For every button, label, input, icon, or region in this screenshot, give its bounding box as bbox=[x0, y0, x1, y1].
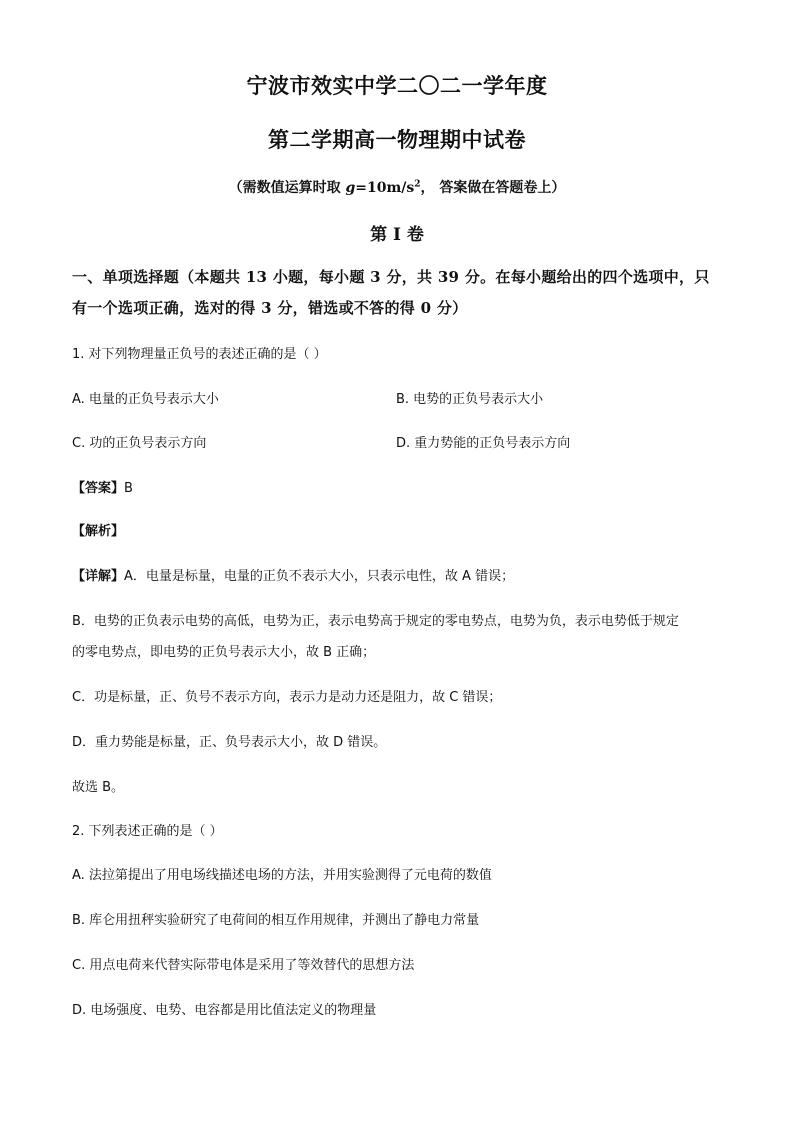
exam-note bbox=[0, 177, 794, 197]
exam-note-suffix: ， 答案做在答题卷上） bbox=[420, 180, 566, 196]
exam-title-school: 宁波市效实中学二〇二一学年度 bbox=[246, 73, 548, 98]
exam-note-g: g bbox=[345, 180, 356, 196]
answer-tag: 【答案】 bbox=[72, 481, 125, 496]
q1-options-row2 bbox=[72, 432, 722, 451]
detail-tag: 【详解】 bbox=[72, 569, 125, 584]
section-heading-line1: 一、单项选择题（本题共 13 小题，每小题 3 分，共 39 分。在每小题给出的四个选项中，只 bbox=[72, 268, 710, 286]
q2-stem: 2. 下列表述正确的是（ ） bbox=[72, 824, 223, 839]
q1-detail-b-line1: B．电势的正负表示电势的高低，电势为正，表示电势高于规定的零电势点，电势为负，表示电势低于规定 bbox=[72, 614, 679, 629]
analysis-tag: 【解析】 bbox=[72, 524, 125, 539]
q1-detail-a bbox=[72, 565, 722, 584]
exam-note-value: =10m/s bbox=[355, 180, 415, 196]
q1-detail-c: C．功是标量，正、负号不表示方向，表示力是动力还是阻力，故 C 错误； bbox=[72, 690, 502, 705]
volume-heading: 第 I 卷 bbox=[370, 225, 424, 245]
q1-option-d: D. 重力势能的正负号表示方向 bbox=[396, 436, 571, 451]
exam-title-subject: 第二学期高一物理期中试卷 bbox=[268, 127, 526, 152]
q2-option-b: B. 库仑用扭秤实验研究了电荷间的相互作用规律，并测出了静电力常量 bbox=[72, 913, 480, 928]
q1-answer bbox=[72, 477, 722, 496]
q2-option-d: D. 电场强度、电势、电容都是用比值法定义的物理量 bbox=[72, 1003, 377, 1018]
detail-a-text: A．电量是标量，电量的正负不表示大小，只表示电性，故 A 错误； bbox=[124, 569, 515, 584]
q1-conclusion: 故选 B。 bbox=[72, 780, 125, 795]
q1-options-row1 bbox=[72, 388, 722, 407]
q2-option-c: C. 用点电荷来代替实际带电体是采用了等效替代的思想方法 bbox=[72, 958, 415, 973]
q1-option-b: B. 电势的正负号表示大小 bbox=[396, 392, 544, 407]
q1-option-a: A. 电量的正负号表示大小 bbox=[72, 392, 219, 407]
exam-note-prefix: （需数值运算时取 bbox=[228, 180, 346, 196]
section-heading-line2: 有一个选项正确，选对的得 3 分，错选或不答的得 0 分） bbox=[72, 299, 468, 317]
q1-option-c: C. 功的正负号表示方向 bbox=[72, 436, 207, 451]
q1-detail-b-line2: 的零电势点，即电势的正负号表示大小，故 B 正确； bbox=[72, 645, 376, 660]
exam-note-exp: 2 bbox=[414, 179, 421, 190]
q2-option-a: A. 法拉第提出了用电场线描述电场的方法，并用实验测得了元电荷的数值 bbox=[72, 868, 492, 883]
answer-value: B bbox=[124, 481, 133, 496]
q1-stem: 1. 对下列物理量正负号的表述正确的是（ ） bbox=[72, 347, 327, 362]
q1-detail-d: D．重力势能是标量，正、负号表示大小，故 D 错误。 bbox=[72, 735, 387, 750]
